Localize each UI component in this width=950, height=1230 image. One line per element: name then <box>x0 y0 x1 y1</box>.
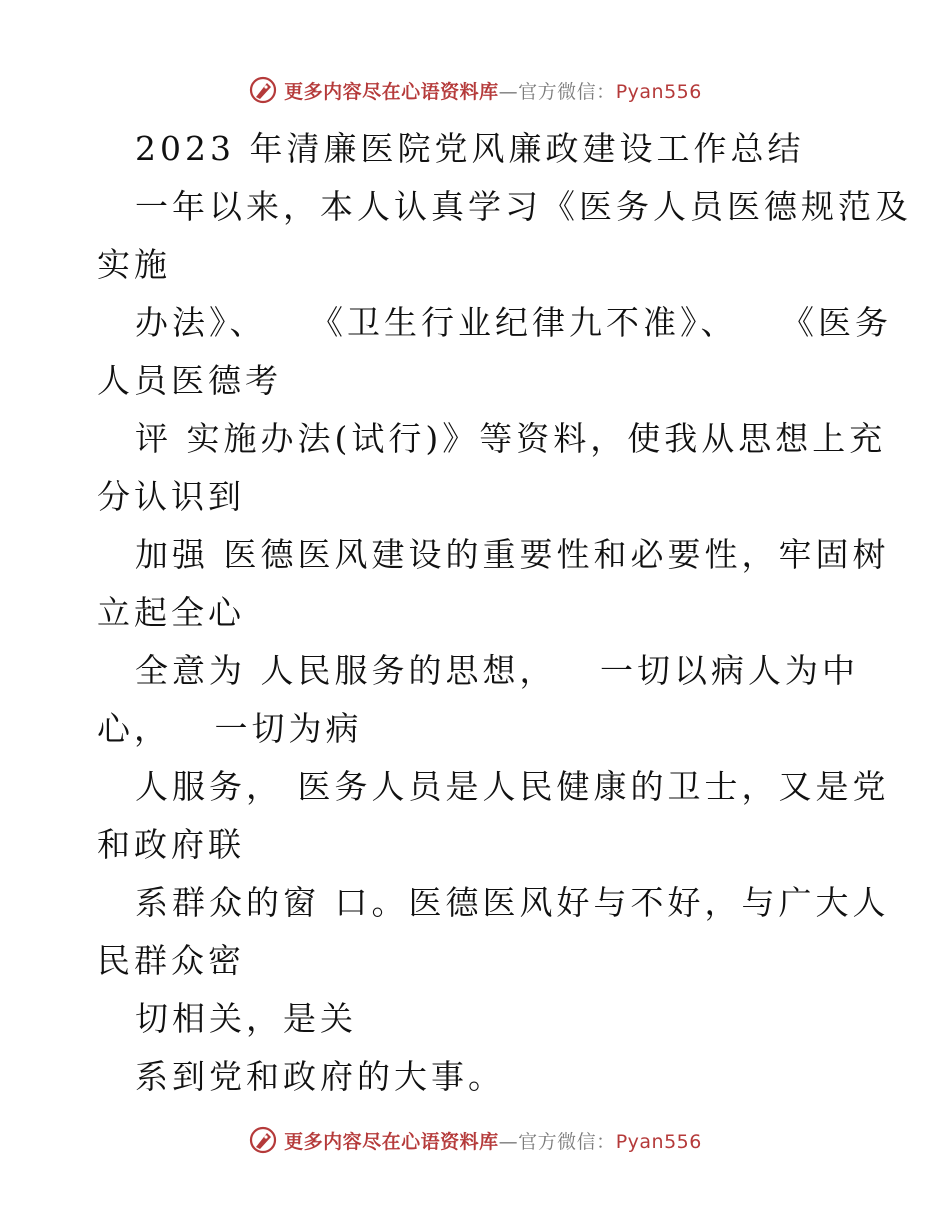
header-banner-wechat: Pyan556 <box>615 80 702 103</box>
header-banner-text <box>284 77 702 104</box>
footer-banner-wechat: Pyan556 <box>615 1130 702 1153</box>
pen-nib-logo-icon <box>248 1125 278 1155</box>
paragraph-line: 人员医德考 <box>97 361 282 400</box>
header-banner-main: 更多内容尽在心语资料库 <box>284 80 499 103</box>
document-body <box>97 120 912 1106</box>
document-lines <box>97 178 912 1106</box>
paragraph-line: 加强 医德医风建设的重要性和必要性，牢固树 <box>135 535 890 574</box>
paragraph-line: 全意为 人民服务的思想， 一切以病人为中 <box>135 651 859 690</box>
paragraph-line: 实施 <box>97 245 171 284</box>
paragraph-line: 心， 一切为病 <box>97 709 363 748</box>
paragraph-line: 系到党和政府的大事。 <box>135 1057 505 1096</box>
footer-banner-dash: — <box>498 1130 519 1153</box>
paragraph-line: 评 实施办法(试行)》等资料，使我从思想上充 <box>135 419 887 458</box>
paragraph-line: 系群众的窗 口。医德医风好与不好，与广大人 <box>135 883 890 922</box>
header-banner-dash: — <box>498 80 519 103</box>
paragraph-line: 立起全心 <box>97 593 245 632</box>
header-banner <box>0 70 950 110</box>
paragraph-line: 切相关，是关 <box>135 999 357 1038</box>
footer-banner-text <box>284 1127 702 1154</box>
paragraph-line: 民群众密 <box>97 941 245 980</box>
paragraph-line: 和政府联 <box>97 825 245 864</box>
pen-nib-logo-icon <box>248 75 278 105</box>
paragraph-line: 一年以来，本人认真学习《医务人员医德规范及 <box>135 187 912 226</box>
paragraph-line: 人服务， 医务人员是人民健康的卫士，又是党 <box>135 767 890 806</box>
footer-banner-sub: 官方微信： <box>518 1130 616 1153</box>
header-banner-sub: 官方微信： <box>518 80 616 103</box>
footer-banner <box>0 1120 950 1160</box>
paragraph-line: 分认识到 <box>97 477 245 516</box>
paragraph-line: 办法》、 《卫生行业纪律九不准》、 《医务 <box>135 303 892 342</box>
document-title: 2023 年清廉医院党风廉政建设工作总结 <box>135 129 805 168</box>
footer-banner-main: 更多内容尽在心语资料库 <box>284 1130 499 1153</box>
